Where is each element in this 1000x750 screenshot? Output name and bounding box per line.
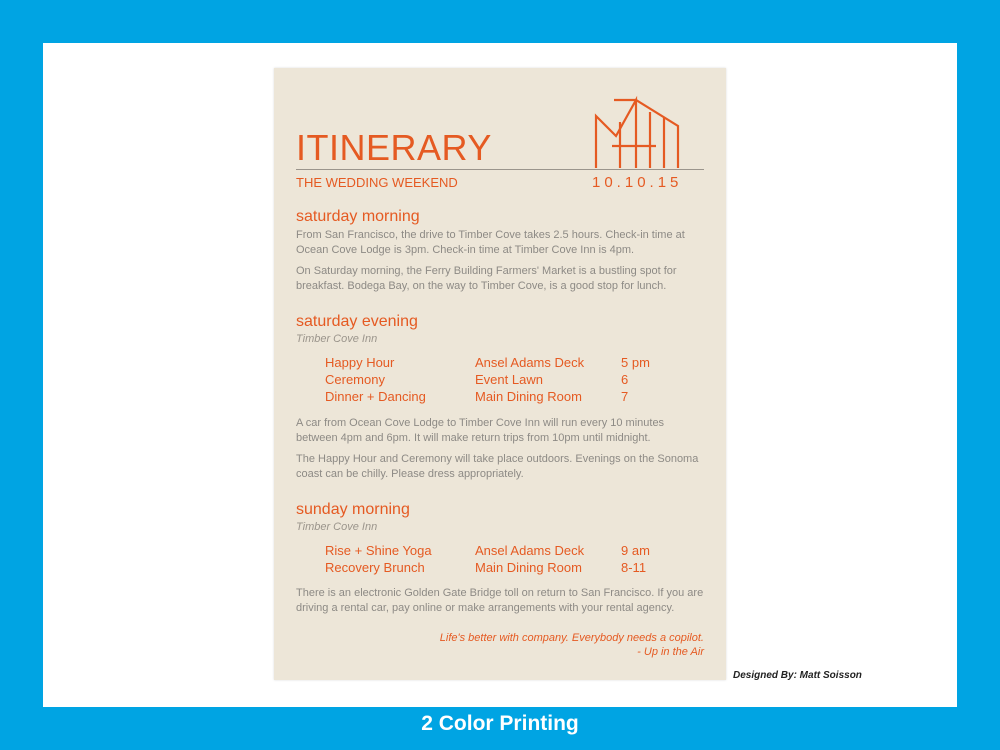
schedule-event: Dinner + Dancing [325,389,426,404]
closing-quote [304,631,704,659]
paragraph: There is an electronic Golden Gate Bridge toll on return to San Francisco. If you are driving a rental car, pay online or make arrangements with your rental agency. [296,587,704,614]
title-divider [296,169,704,170]
schedule-time: 5 pm [621,355,650,370]
quote-text: Life's better with company. Everybody needs a copilot. [439,632,704,644]
paragraph: The Happy Hour and Ceremony will take place outdoors. Evenings on the Sonoma coast can be chilly. Please dress appropriately. [296,453,699,480]
schedule-event: Recovery Brunch [325,560,425,575]
itinerary-card [274,68,726,680]
section-location: Timber Cove Inn [296,521,378,533]
schedule-time: 9 am [621,543,650,558]
schedule-time: 8-11 [621,560,647,575]
section-heading-saturday-evening: saturday evening [296,313,418,330]
schedule-sunday-morning [325,543,695,577]
schedule-row [325,543,695,560]
footer-caption: 2 Color Printing [421,712,579,735]
monogram-house-icon [592,92,682,170]
itinerary-title: ITINERARY [296,127,492,168]
schedule-place: Ansel Adams Deck [475,355,585,370]
wedding-date: 10.10.15 [592,174,683,191]
section-heading-saturday-morning: saturday morning [296,208,420,225]
schedule-place: Main Dining Room [475,389,582,404]
quote-source: - Up in the Air [637,646,704,658]
schedule-row [325,372,695,389]
schedule-row [325,355,695,372]
schedule-event: Rise + Shine Yoga [325,543,432,558]
schedule-place: Event Lawn [475,372,543,387]
schedule-row [325,560,695,577]
paragraph: A car from Ocean Cove Lodge to Timber Cove Inn will run every 10 minutes between 4pm and 6pm. It will make return trips from 10pm until midnight. [296,417,665,444]
paragraph: From San Francisco, the drive to Timber Cove takes 2.5 hours. Check-in time at Ocean Cove Lodge is 3pm. Check-in time at Timber Cove Inn is 4pm. [296,229,685,256]
section-location: Timber Cove Inn [296,333,378,345]
section-heading-sunday-morning: sunday morning [296,501,410,518]
schedule-saturday-evening [325,355,695,406]
schedule-place: Ansel Adams Deck [475,543,585,558]
itinerary-subtitle: THE WEDDING WEEKEND [296,175,458,190]
schedule-event: Ceremony [325,372,385,387]
schedule-event: Happy Hour [325,355,395,370]
schedule-row [325,389,695,406]
schedule-time: 6 [621,372,629,387]
schedule-time: 7 [621,389,629,404]
schedule-place: Main Dining Room [475,560,582,575]
paragraph: On Saturday morning, the Ferry Building Farmers' Market is a bustling spot for breakfast. Bodega Bay, on the way to Timber Cove, is a good stop for lunch. [296,265,677,292]
designer-credit: Designed By: Matt Soisson [733,670,862,681]
